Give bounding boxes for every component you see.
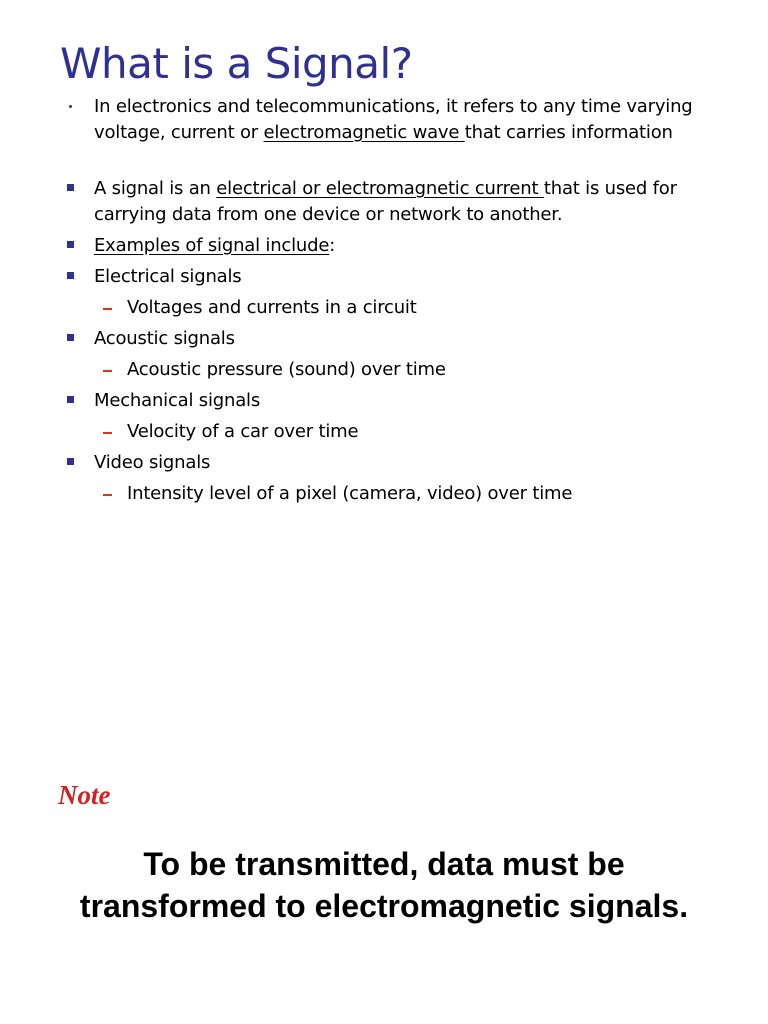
square-bullet-icon xyxy=(66,388,80,414)
dash-bullet-icon xyxy=(101,295,115,321)
slide-title: What is a Signal? xyxy=(60,39,413,88)
note-statement-line: transformed to electromagnetic signals. xyxy=(79,888,689,924)
bullet-text: In electronics and telecommunications, it refers to any time varying voltage, current or xyxy=(94,96,693,143)
bullet-definition-signal xyxy=(94,176,704,228)
bullet-example-label xyxy=(94,326,704,352)
bullet-example-label xyxy=(94,264,704,290)
bullet-example-label xyxy=(94,450,704,476)
note-statement-line: To be transmitted, data must be xyxy=(143,846,625,882)
small-dot-bullet-icon xyxy=(66,94,80,120)
square-bullet-icon xyxy=(66,233,80,259)
example-detail: Intensity level of a pixel (camera, video) over time xyxy=(127,483,573,504)
example-label: Acoustic signals xyxy=(94,328,235,349)
note-label: Note xyxy=(58,780,111,810)
sub-bullet-example-detail xyxy=(127,295,707,321)
bullet-text: that is used for carrying data from one device or network to another. xyxy=(94,178,677,225)
square-bullet-icon xyxy=(66,176,80,202)
example-label: Video signals xyxy=(94,452,211,473)
underlined-term: Examples of signal include xyxy=(94,235,330,256)
bullet-example-label xyxy=(94,388,704,414)
dash-bullet-icon xyxy=(101,357,115,383)
dash-bullet-icon xyxy=(101,419,115,445)
bullet-text: : xyxy=(329,235,336,256)
example-detail: Velocity of a car over time xyxy=(127,421,359,442)
bullet-text: A signal is an xyxy=(94,178,217,199)
sub-bullet-example-detail xyxy=(127,481,707,507)
sub-bullet-example-detail xyxy=(127,357,707,383)
bullet-definition-telecom xyxy=(94,94,704,146)
note-statement xyxy=(0,843,768,927)
underlined-term: electromagnetic wave xyxy=(263,122,465,143)
dash-bullet-icon xyxy=(101,481,115,507)
example-label: Electrical signals xyxy=(94,266,242,287)
square-bullet-icon xyxy=(66,264,80,290)
bullet-text: that carries information xyxy=(464,122,673,143)
example-detail: Voltages and currents in a circuit xyxy=(127,297,417,318)
example-detail: Acoustic pressure (sound) over time xyxy=(127,359,446,380)
underlined-term: electrical or electromagnetic current xyxy=(216,178,544,199)
square-bullet-icon xyxy=(66,450,80,476)
bullet-examples-intro xyxy=(94,233,704,259)
sub-bullet-example-detail xyxy=(127,419,707,445)
example-label: Mechanical signals xyxy=(94,390,261,411)
square-bullet-icon xyxy=(66,326,80,352)
